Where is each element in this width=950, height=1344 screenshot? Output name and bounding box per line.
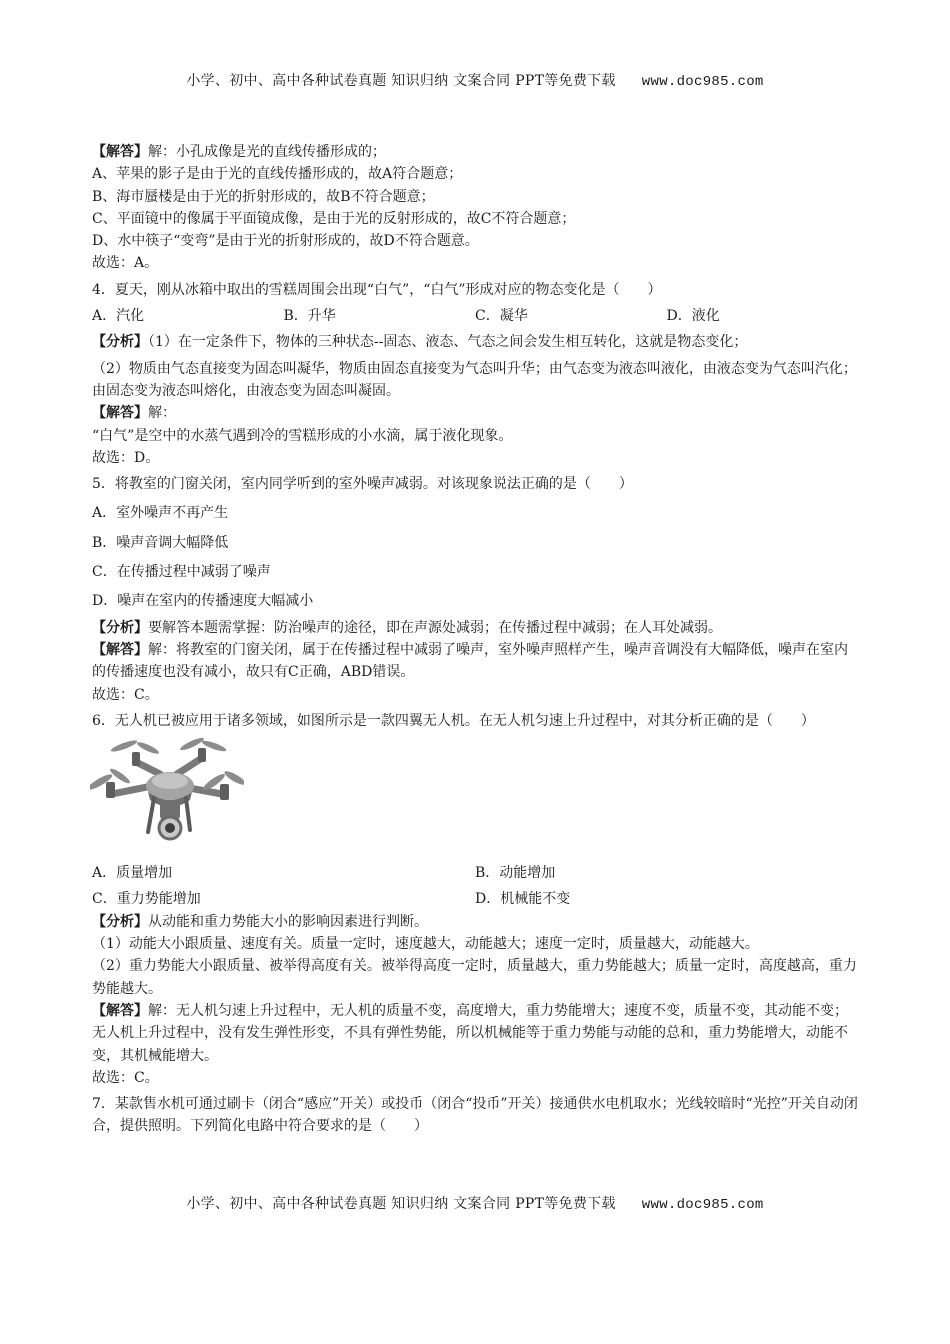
q4-stem: 4．夏天，刚从冰箱中取出的雪糕周围会出现“白气”，“白气”形成对应的物态变化是（ ） <box>92 281 662 298</box>
header-url[interactable]: www.doc985.com <box>641 74 764 90</box>
answer-label: 【解答】 <box>92 641 148 658</box>
q5-option-d: D．噪声在室内的传播速度大幅减小 <box>92 593 314 610</box>
answer-label: 【解答】 <box>92 405 148 422</box>
q3-line-a: A、苹果的影子是由于光的直线传播形成的，故A符合题意； <box>92 166 463 183</box>
answer-label: 【解答】 <box>92 1002 148 1019</box>
q6-option-b: B．动能增加 <box>475 865 556 882</box>
analysis-label: 【分析】 <box>92 913 148 930</box>
q3-line-b: B、海市蜃楼是由于光的折射形成的，故B不符合题意； <box>92 188 435 205</box>
q6-answer-text: 解：无人机匀速上升过程中，无人机的质量不变，高度增大，重力势能增大；速度不变，质量不变，其动能不变；无人机上升过程中，没有发生弹性形变，不具有弹性势能，所以机械能等于重力势能与动能的总和，重力势能增大，动能不变，其机械能增大。 <box>92 1002 848 1064</box>
q6-choice: 故选：C。 <box>92 1069 159 1086</box>
q4-analysis-2: （2）物质由气态直接变为固态叫凝华，物质由固态直接变为气态叫升华；由气态变为液态叫液化，由液态变为气态叫汽化；由固态变为液态叫熔化，由液态变为固态叫凝固。 <box>92 360 857 399</box>
drone-camera <box>159 802 181 839</box>
q6-analysis-1: （1）动能大小跟质量、速度有关。质量一定时，速度越大，动能越大；速度一定时，质量越大，动能越大。 <box>92 936 759 953</box>
footer-text: 小学、初中、高中各种试卷真题 知识归纳 文案合同 PPT等免费下载 <box>186 1196 616 1212</box>
q6-analysis-2: （2）重力势能大小跟质量、被举得高度有关。被举得高度一定时，质量越大，重力势能越大；质量一定时，高度越高，重力势能越大。 <box>92 958 857 997</box>
q6-options-row-1 <box>92 862 858 884</box>
q6-analysis <box>92 911 858 933</box>
q3-answer <box>92 141 858 163</box>
q4-analysis-1-text: （1）在一定条件下，物体的三种状态--固态、液态、气态之间会发生相互转化，这就是物态变化； <box>148 334 748 351</box>
q4-option-d: D．液化 <box>666 308 720 325</box>
q4-answer <box>92 402 858 424</box>
document-body <box>92 141 858 1138</box>
q5-stem: 5．将教室的门窗关闭，室内同学听到的室外噪声减弱。对该现象说法正确的是（ ） <box>92 476 633 493</box>
q4-options <box>92 305 858 327</box>
q4-choice: 故选：D。 <box>92 449 160 466</box>
q5-answer-text: 解：将教室的门窗关闭，属于在传播过程中减弱了噪声，室外噪声照样产生，噪声音调没有大幅降低，噪声在室内的传播速度也没有减小，故只有C正确，ABD错误。 <box>92 641 848 681</box>
page-header <box>0 70 950 90</box>
page-footer <box>0 1193 950 1213</box>
q5-analysis <box>92 617 858 639</box>
q6-option-a: A．质量增加 <box>92 865 173 882</box>
q3-answer-intro: 解：小孔成像是光的直线传播形成的； <box>148 144 386 160</box>
drone-image <box>90 736 244 852</box>
q5-answer <box>92 639 858 684</box>
q3-line-c: C、平面镜中的像属于平面镜成像，是由于光的反射形成的，故C不符合题意； <box>92 210 576 227</box>
q6-answer <box>92 1000 858 1067</box>
q7-stem: 7．某款售水机可通过刷卡（闭合“感应”开关）或投币（闭合“投币”开关）接通供水电机取水；光线较暗时“光控”开关自动闭合，提供照明。下列简化电路中符合要求的是（ ） <box>92 1096 858 1135</box>
q6-stem: 6．无人机已被应用于诸多领域，如图所示是一款四翼无人机。在无人机匀速上升过程中，对其分析正确的是（ ） <box>92 712 815 729</box>
footer-url[interactable]: www.doc985.com <box>641 1197 764 1213</box>
q4-option-b: B．升华 <box>283 308 336 325</box>
header-text: 小学、初中、高中各种试卷真题 知识归纳 文案合同 PPT等免费下载 <box>186 73 616 89</box>
q6-option-d: D．机械能不变 <box>475 891 571 908</box>
analysis-label: 【分析】 <box>92 619 148 636</box>
q5-choice: 故选：C。 <box>92 686 159 703</box>
q4-answer-line: “白气”是空中的水蒸气遇到冷的雪糕形成的小水滴，属于液化现象。 <box>92 427 513 444</box>
q4-option-c: C．凝华 <box>475 308 528 325</box>
q6-analysis-intro: 从动能和重力势能大小的影响因素进行判断。 <box>148 913 428 930</box>
q6-options-row-2 <box>92 888 858 910</box>
q4-analysis-1 <box>92 331 858 353</box>
q5-option-b: B．噪声音调大幅降低 <box>92 534 229 551</box>
answer-label: 【解答】 <box>92 144 148 160</box>
q4-answer-intro: 解： <box>148 405 176 422</box>
q3-line-d: D、水中筷子“变弯”是由于光的折射形成的，故D不符合题意。 <box>92 233 479 250</box>
q5-analysis-text: 要解答本题需掌握：防治噪声的途径，即在声源处减弱；在传播过程中减弱；在人耳处减弱。 <box>148 619 722 636</box>
q6-option-c: C．重力势能增加 <box>92 891 201 908</box>
q4-option-a: A．汽化 <box>92 308 145 325</box>
analysis-label: 【分析】 <box>92 334 148 351</box>
q5-option-c: C．在传播过程中减弱了噪声 <box>92 564 271 581</box>
q3-choice: 故选：A。 <box>92 255 159 272</box>
q5-option-a: A．室外噪声不再产生 <box>92 505 229 522</box>
